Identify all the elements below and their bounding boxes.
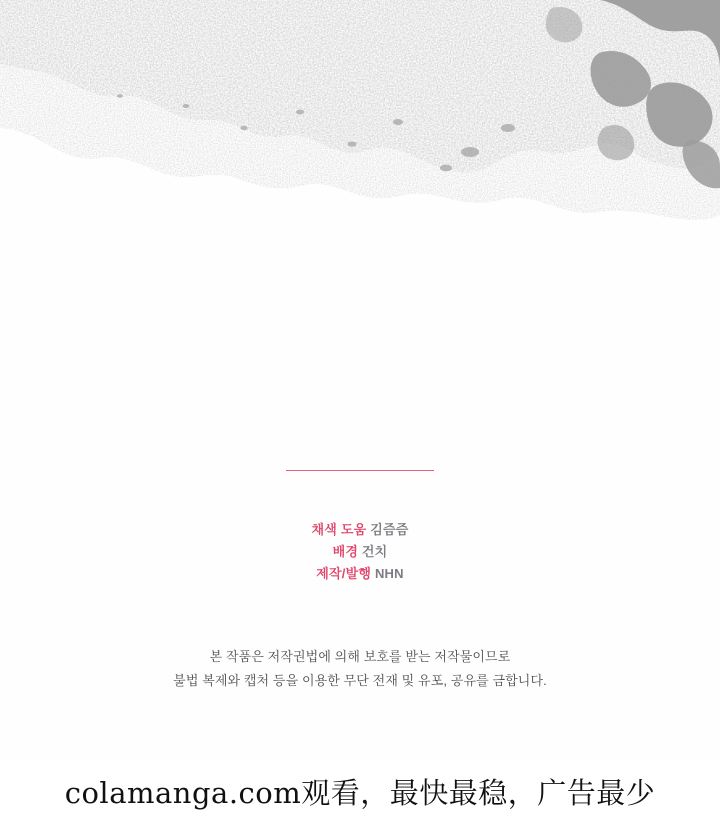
credit-name: 건치	[361, 544, 388, 559]
site-watermark-banner	[0, 760, 720, 822]
notice-line-1: 본 작품은 저작권법에 의해 보호를 받는 저작물이므로	[209, 649, 511, 664]
credit-role: 배경	[332, 544, 359, 559]
credit-line	[0, 519, 720, 541]
credit-name: 김즘즘	[370, 522, 409, 537]
credit-name: NHN	[374, 566, 404, 581]
notice-line-2: 불법 복제와 캡처 등을 이용한 무단 전재 및 유포, 공유를 금합니다.	[173, 673, 547, 688]
credit-line	[0, 541, 720, 563]
credit-line	[0, 563, 720, 585]
watermark-text: colamanga.com观看，最快最稳，广告最少	[64, 775, 656, 810]
credits-block	[0, 470, 720, 585]
credits-divider	[286, 470, 434, 471]
credit-role: 채색 도움	[311, 522, 367, 537]
speckled-map-illustration	[0, 0, 720, 260]
copyright-notice	[0, 645, 720, 693]
credit-role: 제작/발행	[316, 566, 372, 581]
